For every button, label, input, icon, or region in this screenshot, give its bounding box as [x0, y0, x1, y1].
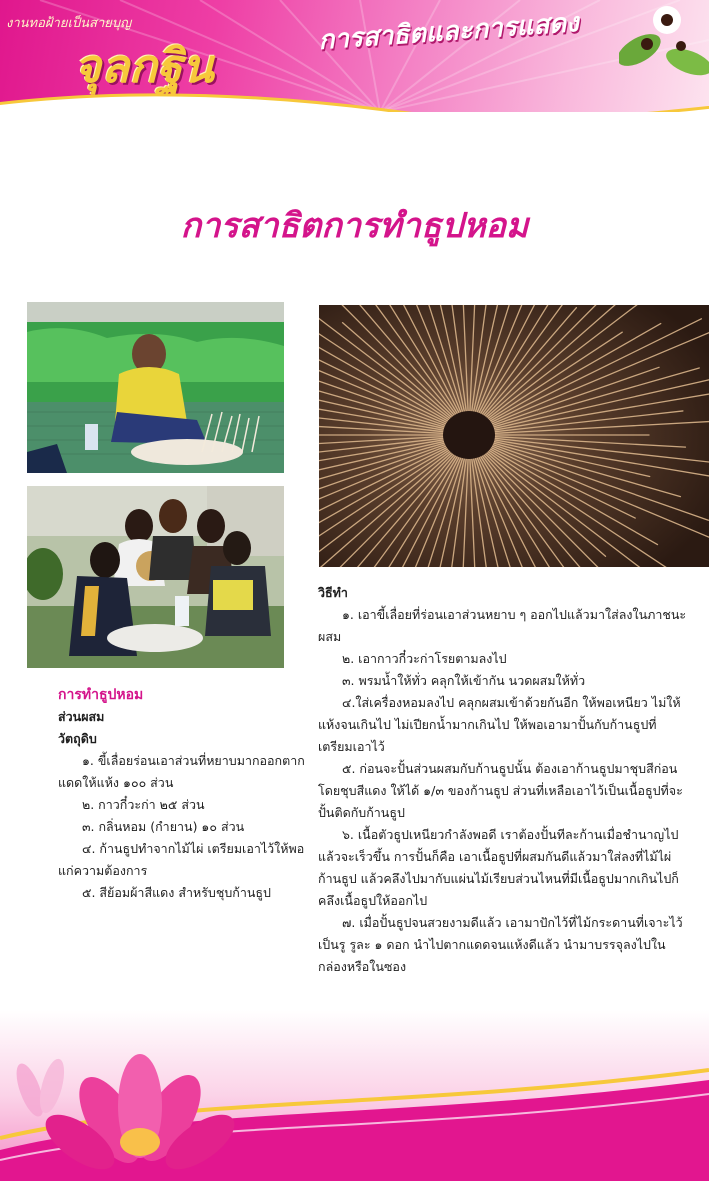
footer-lotus-decoration: [0, 1010, 709, 1181]
method-heading: วิธีทำ: [318, 585, 348, 600]
event-title: งานทอฝ้ายเป็นสายบุญ: [6, 16, 132, 31]
method-step: ๒. เอากาวกี๋วะก่าโรยตามลงไป: [342, 651, 507, 666]
material-item: ๒. กาวกี๋วะก่า ๒๕ ส่วน: [82, 797, 205, 812]
header-banner: [0, 0, 709, 112]
event-logo-word: จุลกฐิน: [74, 39, 214, 93]
method-step: ๗. เมื่อปั้นธูปจนสวยงามดีแล้ว เอามาปักไว้ที่ไม้กระดานที่เจาะไว้เป็นรู รูละ ๑ ดอก นำไปตากแดดจนแห้งดีแล้ว นำมาบรรจุลงไปในกล่องหรือในซอง: [318, 915, 683, 974]
method-step: ๑. เอาขี้เลื่อยที่ร่อนเอาส่วนหยาบ ๆ ออกไปแล้วมาใส่ลงในภาชนะผสม: [318, 607, 687, 644]
material-item: ๓. กลิ่นหอม (กำยาน) ๑๐ ส่วน: [82, 819, 245, 834]
header-wave-edge: [0, 86, 709, 112]
ingredients-heading: ส่วนผสม: [58, 709, 105, 724]
flower-leaf-decoration: [619, 0, 709, 90]
incense-sticks-closeup-photo: [319, 305, 709, 567]
incense-making-heading: การทำธูปหอม: [58, 687, 144, 703]
method-step: ๖. เนื้อตัวธูปเหนียวกำลังพอดี เราต้องปั้นทีละก้านเมื่อชำนาญไปแล้วจะเร็วขึ้น การปั้นก็คือ เอาเนื้อธูปที่ผสมกันดีแล้วมาใส่ลงที่ไม้ไผ่ก้านธูป แล้วคลึงไปมากับแผ่นไม้เรียบส่วนไหนที่มีเนื้อธูปมากเกินไปก็คลึงเนื้อธูปให้ออกไป: [318, 827, 679, 908]
method-step: ๕. ก่อนจะปั้นส่วนผสมกับก้านธูปนั้น ต้องเอาก้านธูปมาชุบสีก่อน โดยชุบสีแดง ให้ได้ ๑/๓ ของก้านธูป ส่วนที่เหลือเอาไว้เป็นเนื้อธูปที่จะปั้นติดกับก้านธูป: [318, 761, 683, 820]
method-step: ๓. พรมน้ำให้ทั่ว คลุกให้เข้ากัน นวดผสมให้ทั่ว: [342, 673, 586, 688]
materials-heading: วัตถุดิบ: [58, 731, 97, 746]
method-step: ๔.ใส่เครื่องหอมลงไป คลุกผสมเข้าด้วยกันอีก ให้พอเหนียว ไม่ให้แห้งจนเกินไป ไม่เปียกน้ำมากเกินไป ให้พอเอามาปั้นกับก้านธูปที่เตรียมเอาไว้: [318, 695, 681, 754]
left-text-column: [58, 684, 308, 904]
page-title: การสาธิตการทำธูปหอม: [180, 206, 529, 246]
material-item: ๕. สีย้อมผ้าสีแดง สำหรับชุบก้านธูป: [82, 885, 271, 900]
material-item: ๑. ขี้เลื่อยร่อนเอาส่วนที่หยาบมากออกตากแดดให้แห้ง ๑๐๐ ส่วน: [58, 753, 305, 790]
girl-making-incense-photo: [27, 302, 284, 473]
right-text-column: [318, 582, 688, 978]
group-demonstration-photo: [27, 486, 284, 668]
section-banner: การสาธิตและการแสดง: [317, 7, 580, 57]
material-item: ๔. ก้านธูปทำจากไม้ไผ่ เตรียมเอาไว้ให้พอแก่ความต้องการ: [58, 841, 305, 878]
